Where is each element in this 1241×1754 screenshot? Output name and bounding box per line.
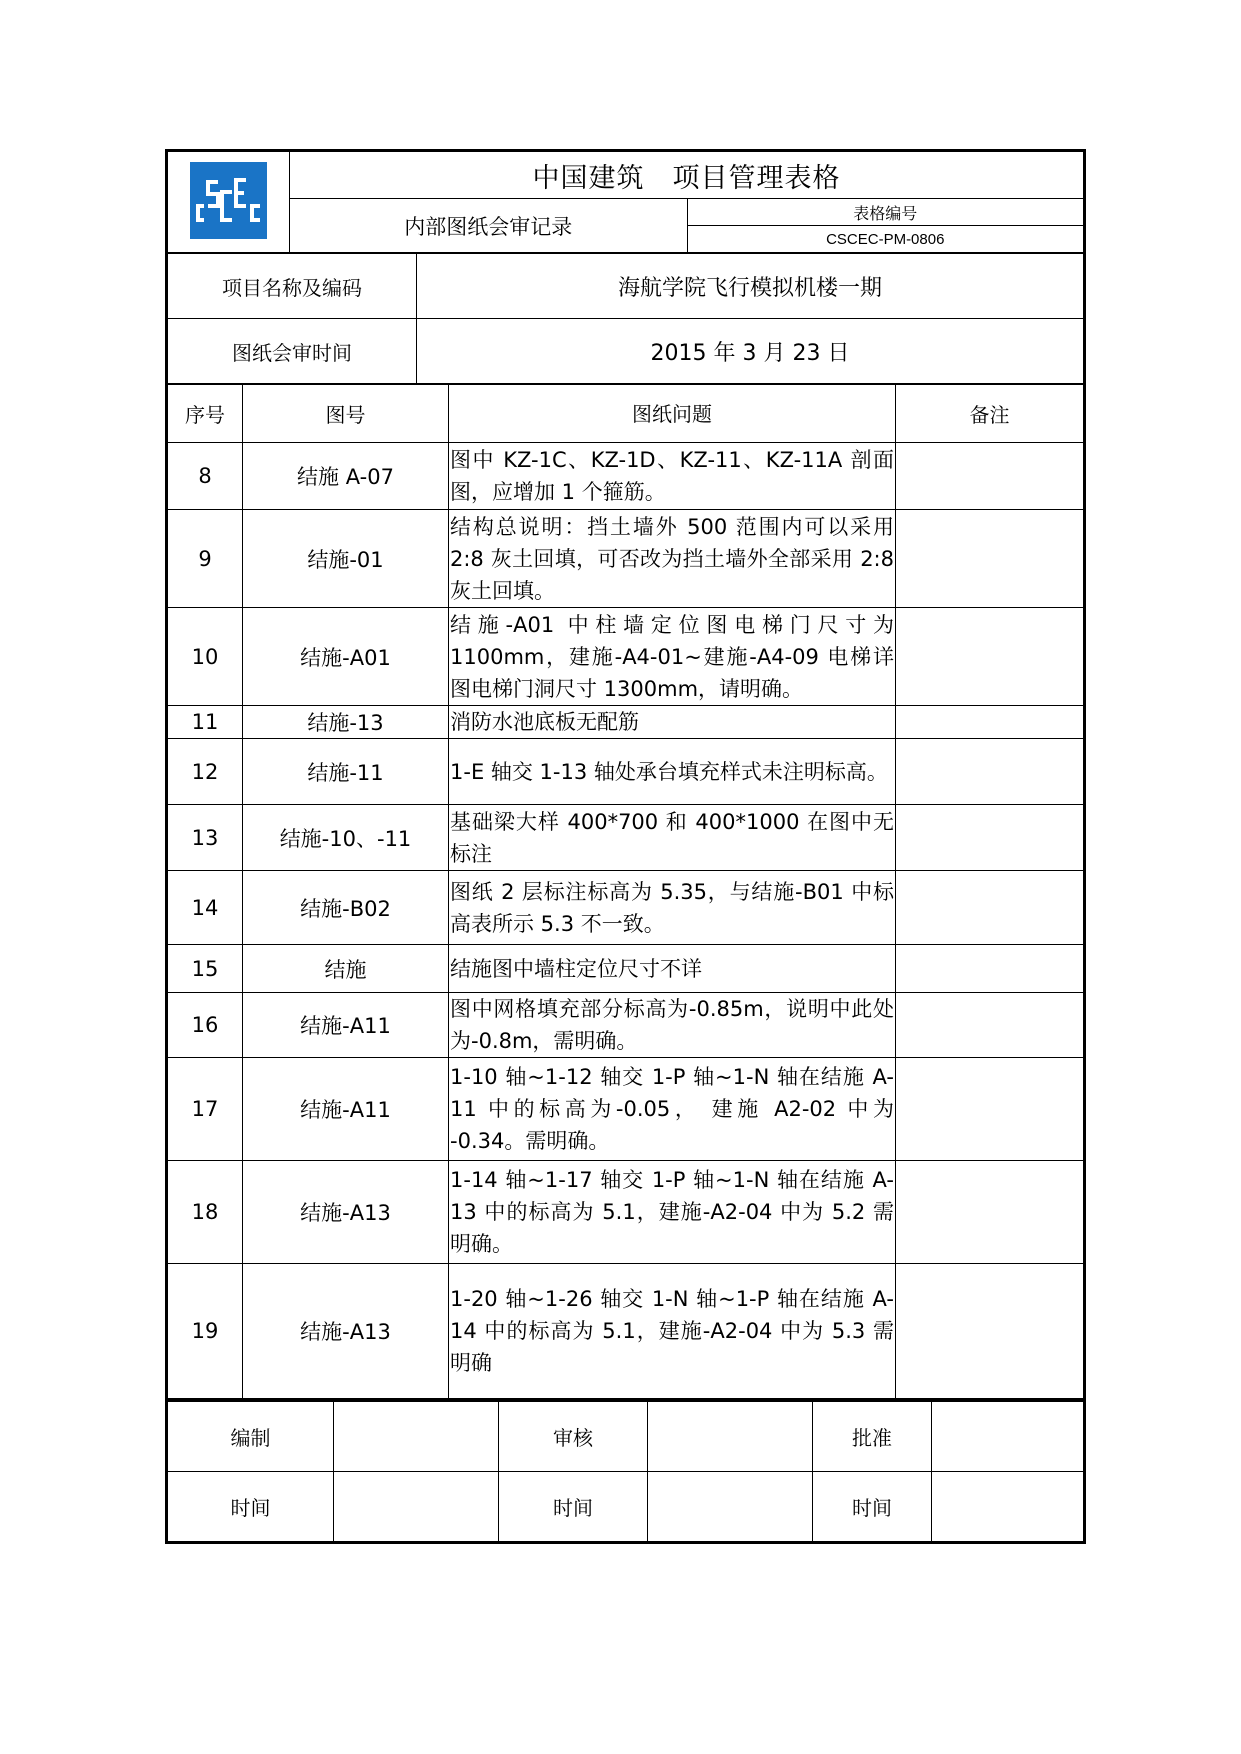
approve-field[interactable] (932, 1401, 1085, 1472)
row-remark (896, 739, 1085, 805)
table-row (167, 1161, 1085, 1264)
row-drawing: 结施-A11 (243, 1058, 449, 1161)
row-issue: 1-10 轴~1-12 轴交 1-P 轴~1-N 轴在结施 A-11 中的标高为-0.05， 建施 A2-02 中为 -0.34。需明确。 (449, 1058, 896, 1161)
row-no: 11 (167, 706, 243, 739)
row-drawing: 结施 A-07 (243, 443, 449, 510)
review-date-value: 2015 年 3 月 23 日 (417, 319, 1085, 384)
table-row (167, 510, 1085, 608)
table-row (167, 1058, 1085, 1161)
row-drawing: 结施-A13 (243, 1264, 449, 1399)
table-row (167, 739, 1085, 805)
row-no: 12 (167, 739, 243, 805)
cscec-logo (190, 162, 267, 239)
project-info (165, 253, 1086, 384)
table-row (167, 945, 1085, 993)
row-drawing: 结施-B02 (243, 871, 449, 945)
row-remark (896, 1058, 1085, 1161)
issues-table-header (167, 385, 1085, 443)
row-drawing: 结施-01 (243, 510, 449, 608)
row-issue: 结施图中墙柱定位尺寸不详 (449, 945, 896, 993)
col-header-remark: 备注 (896, 385, 1085, 443)
row-no: 15 (167, 945, 243, 993)
row-no: 8 (167, 443, 243, 510)
row-no: 13 (167, 805, 243, 871)
review-label: 审核 (499, 1401, 648, 1472)
row-remark (896, 993, 1085, 1058)
row-issue: 基础梁大样 400*700 和 400*1000 在图中无标注 (449, 805, 896, 871)
col-header-drawing: 图号 (243, 385, 449, 443)
row-issue: 1-E 轴交 1-13 轴处承台填充样式未注明标高。 (449, 739, 896, 805)
table-row (167, 993, 1085, 1058)
form-code-label: 表格编号 (687, 199, 1085, 226)
project-name-label: 项目名称及编码 (167, 254, 417, 319)
signoff-table (165, 1399, 1086, 1544)
approve-time-label: 时间 (813, 1472, 932, 1543)
row-issue: 结构总说明：挡土墙外 500 范围内可以采用 2:8 灰土回填，可否改为挡土墙外全部采用 2:8 灰土回填。 (449, 510, 896, 608)
row-drawing: 结施-A11 (243, 993, 449, 1058)
row-issue: 消防水池底板无配筋 (449, 706, 896, 739)
form-code-value: CSCEC-PM-0806 (687, 226, 1085, 253)
row-remark (896, 706, 1085, 739)
row-drawing: 结施-11 (243, 739, 449, 805)
review-date-label: 图纸会审时间 (167, 319, 417, 384)
issues-table (165, 384, 1086, 1399)
row-drawing: 结施-10、-11 (243, 805, 449, 871)
table-row (167, 1264, 1085, 1399)
row-drawing: 结施-A13 (243, 1161, 449, 1264)
form-main-title: 中国建筑 项目管理表格 (290, 151, 1085, 199)
project-name-value: 海航学院飞行模拟机楼一期 (417, 254, 1085, 319)
table-row (167, 443, 1085, 510)
row-no: 18 (167, 1161, 243, 1264)
compile-time-field[interactable] (334, 1472, 499, 1543)
row-remark (896, 805, 1085, 871)
table-row (167, 706, 1085, 739)
row-issue: 结施-A01 中柱墙定位图电梯门尺寸为 1100mm，建施-A4-01~建施-A4-09 电梯详图电梯门洞尺寸 1300mm，请明确。 (449, 608, 896, 706)
row-remark (896, 510, 1085, 608)
row-no: 14 (167, 871, 243, 945)
form-sheet (165, 149, 1086, 1544)
table-row (167, 805, 1085, 871)
row-issue: 1-20 轴~1-26 轴交 1-N 轴~1-P 轴在结施 A-14 中的标高为 5.1，建施-A2-04 中为 5.3 需明确 (449, 1264, 896, 1399)
row-no: 9 (167, 510, 243, 608)
approve-time-field[interactable] (932, 1472, 1085, 1543)
cscec-logo-icon (190, 162, 267, 239)
logo-cell (167, 151, 290, 253)
row-no: 17 (167, 1058, 243, 1161)
row-remark (896, 945, 1085, 993)
row-drawing: 结施-13 (243, 706, 449, 739)
form-subtitle: 内部图纸会审记录 (290, 199, 688, 253)
row-remark (896, 1161, 1085, 1264)
row-drawing: 结施-A01 (243, 608, 449, 706)
table-row (167, 608, 1085, 706)
row-drawing: 结施 (243, 945, 449, 993)
row-remark (896, 443, 1085, 510)
row-no: 19 (167, 1264, 243, 1399)
row-issue: 图中网格填充部分标高为-0.85m，说明中此处为-0.8m，需明确。 (449, 993, 896, 1058)
row-remark (896, 608, 1085, 706)
row-remark (896, 871, 1085, 945)
compile-time-label: 时间 (167, 1472, 334, 1543)
compile-field[interactable] (334, 1401, 499, 1472)
row-issue: 1-14 轴~1-17 轴交 1-P 轴~1-N 轴在结施 A-13 中的标高为 5.1，建施-A2-04 中为 5.2 需明确。 (449, 1161, 896, 1264)
compile-label: 编制 (167, 1401, 334, 1472)
review-time-label: 时间 (499, 1472, 648, 1543)
row-issue: 图纸 2 层标注标高为 5.35，与结施-B01 中标高表所示 5.3 不一致。 (449, 871, 896, 945)
form-header (165, 149, 1086, 253)
row-remark (896, 1264, 1085, 1399)
row-no: 10 (167, 608, 243, 706)
approve-label: 批准 (813, 1401, 932, 1472)
table-row (167, 871, 1085, 945)
row-no: 16 (167, 993, 243, 1058)
review-field[interactable] (648, 1401, 813, 1472)
col-header-no: 序号 (167, 385, 243, 443)
col-header-issue: 图纸问题 (449, 385, 896, 443)
row-issue: 图中 KZ-1C、KZ-1D、KZ-11、KZ-11A 剖面图，应增加 1 个箍筋。 (449, 443, 896, 510)
review-time-field[interactable] (648, 1472, 813, 1543)
